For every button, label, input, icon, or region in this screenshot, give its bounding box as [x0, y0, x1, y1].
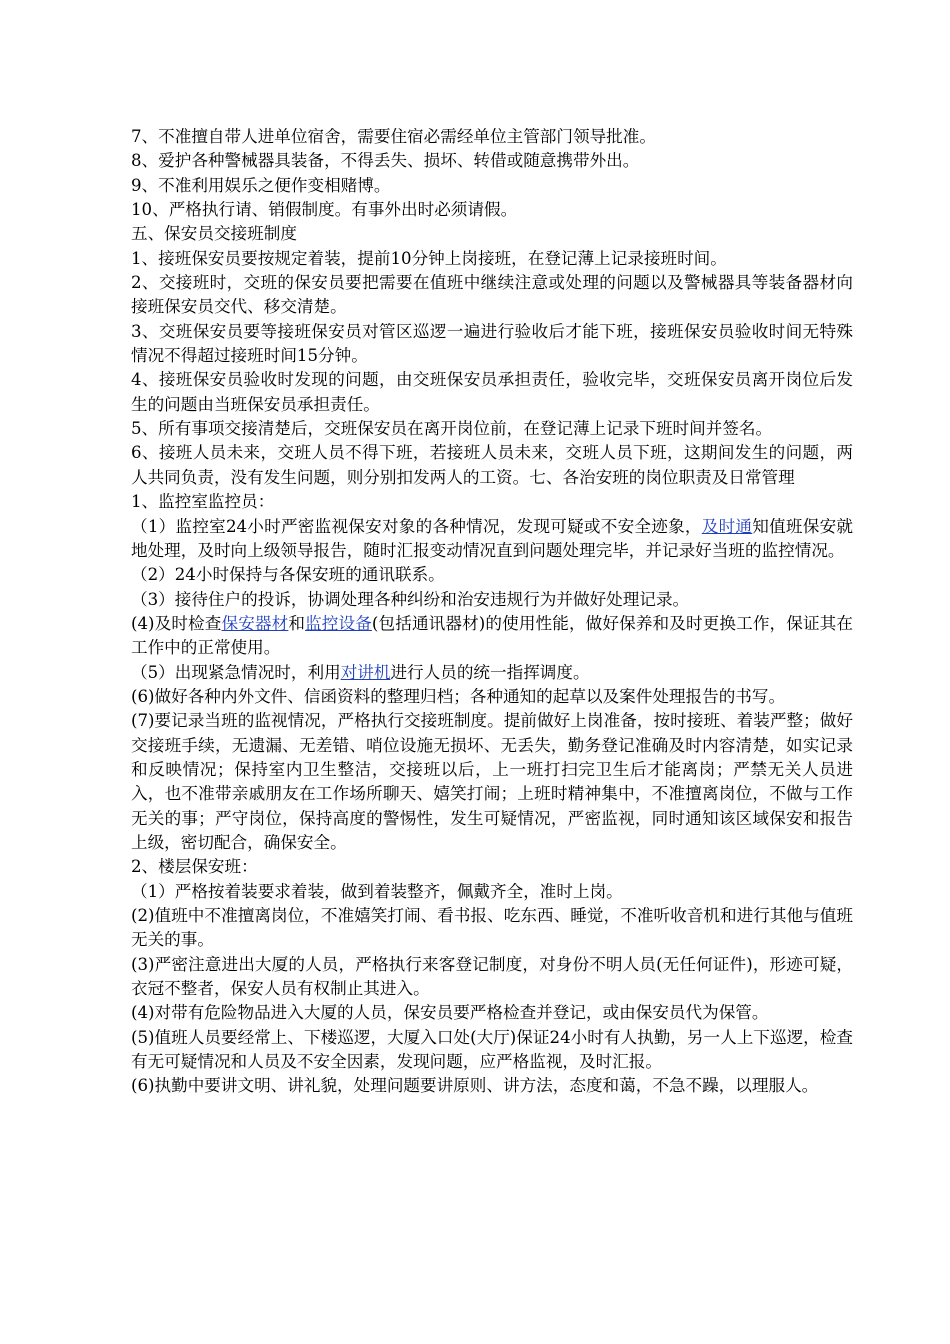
document-body	[131, 125, 853, 1099]
paragraph-text: 6、接班人员未来，交班人员不得下班，若接班人员未来，交班人员下班，这期间发生的问题，两人共同负责，没有发生问题，则分别扣发两人的工资。七、各治安班的岗位职责及日常管理	[131, 443, 853, 487]
paragraph	[131, 125, 853, 149]
paragraph	[131, 417, 853, 441]
paragraph	[131, 441, 853, 490]
paragraph-text: 2、交接班时，交班的保安员要把需要在值班中继续注意或处理的问题以及警械器具等装备器材向接班保安员交代、移交清楚。	[131, 273, 853, 317]
paragraph-text: （3）接待住户的投诉，协调处理各种纠纷和治安违规行为并做好处理记录。	[131, 589, 690, 609]
paragraph-text: 4、接班保安员验收时发现的问题，由交班保安员承担责任，验收完毕，交班保安员离开岗位后发生的问题由当班保安员承担责任。	[131, 370, 853, 414]
paragraph-text: 10、严格执行请、销假制度。有事外出时必须请假。	[131, 200, 518, 220]
paragraph-text: 1、监控室监控员：	[131, 492, 275, 512]
paragraph-text: 知值班保安就地处理，及时向上级领导报告，随时汇报变动情况直到问题处理完毕，并记录好当班的监控情况。	[131, 516, 854, 560]
inline-link[interactable]: 监控设备	[305, 613, 372, 633]
paragraph-text: (6)执勤中要讲文明、讲礼貌，处理问题要讲原则、讲方法，态度和蔼，不急不躁，以理服人。	[131, 1076, 819, 1096]
paragraph-text: 五、保安员交接班制度	[131, 224, 297, 244]
paragraph	[131, 515, 853, 564]
paragraph	[131, 222, 853, 246]
paragraph-text: (7)要记录当班的监视情况，严格执行交接班制度。提前做好上岗准备，按时接班、着装严整；做好交接班手续，无遗漏、无差错、哨位设施无损坏、无丢失，勤务登记准确及时内容清楚，如实记录和反映情况；保持室内卫生整洁，交接班以后，上一班打扫完卫生后才能离岗；严禁无关人员进入，也不准带亲戚朋友在工作场所聊天、嬉笑打闹；上班时精神集中，不准擅离岗位，不做与工作无关的事；严守岗位，保持高度的警惕性，发生可疑情况，严密监视，同时通知该区域保安和报告上级，密切配合，确保安全。	[131, 711, 853, 852]
paragraph	[131, 174, 853, 198]
inline-link[interactable]: 及时通	[701, 516, 753, 536]
paragraph-text: (4)对带有危险物品进入大厦的人员，保安员要严格检查并登记，或由保安员代为保管。	[131, 1003, 769, 1023]
paragraph-text: 8、爱护各种警械器具装备，不得丢失、损坏、转借或随意携带外出。	[131, 151, 640, 171]
paragraph	[131, 904, 853, 953]
paragraph	[131, 661, 853, 685]
paragraph-text: （1）监控室24小时严密监视保安对象的各种情况，发现可疑或不安全迹象，	[131, 516, 702, 536]
paragraph	[131, 247, 853, 271]
paragraph-text: (包括通讯器材)的使用性能，做好保养和及时更换工作，保证其在工作中的正常使用。	[131, 613, 853, 658]
paragraph	[131, 588, 853, 612]
paragraph-text: 3、交班保安员要等接班保安员对管区巡逻一遍进行验收后才能下班，接班保安员验收时间无特殊情况不得超过接班时间15分钟。	[131, 321, 853, 366]
paragraph	[131, 198, 853, 222]
paragraph	[131, 149, 853, 173]
paragraph-text: （2）24小时保持与各保安班的通讯联系。	[131, 565, 445, 585]
paragraph-text: (4)及时检查	[131, 613, 222, 633]
paragraph-text: (6)做好各种内外文件、信函资料的整理归档；各种通知的起草以及案件处理报告的书写。	[131, 686, 786, 706]
paragraph	[131, 1074, 853, 1098]
paragraph-text: 1、接班保安员要按规定着装，提前10分钟上岗接班，在登记薄上记录接班时间。	[131, 248, 727, 268]
paragraph-text: 7、不准擅自带人进单位宿舍，需要住宿必需经单位主管部门领导批准。	[131, 127, 656, 146]
paragraph	[131, 1026, 853, 1075]
paragraph-text: 9、不准利用娱乐之便作变相赌博。	[131, 175, 391, 195]
paragraph-text: 5、所有事项交接清楚后，交班保安员在离开岗位前，在登记薄上记录下班时间并签名。	[131, 419, 773, 439]
paragraph	[131, 490, 853, 514]
paragraph	[131, 612, 853, 661]
paragraph-text: （5）出现紧急情况时，利用	[131, 662, 341, 682]
paragraph	[131, 685, 853, 709]
paragraph-text: (2)值班中不准擅离岗位，不准嬉笑打闹、看书报、吃东西、睡觉，不准听收音机和进行其他与值班无关的事。	[131, 906, 853, 950]
paragraph	[131, 271, 853, 320]
paragraph	[131, 368, 853, 417]
inline-link[interactable]: 保安器材	[221, 613, 289, 633]
paragraph-text: （1）严格按着装要求着装，做到着装整齐，佩戴齐全，准时上岗。	[131, 881, 623, 901]
paragraph-text: 和	[288, 613, 306, 633]
paragraph-text: 进行人员的统一指挥调度。	[390, 662, 590, 682]
paragraph	[131, 709, 853, 855]
paragraph	[131, 563, 853, 587]
inline-link[interactable]: 对讲机	[340, 662, 391, 682]
paragraph	[131, 320, 853, 369]
paragraph-text: 2、楼层保安班：	[131, 857, 258, 877]
paragraph	[131, 953, 853, 1002]
paragraph	[131, 880, 853, 904]
paragraph-text: (3)严密注意进出大厦的人员，严格执行来客登记制度，对身份不明人员(无任何证件)，形迹可疑，衣冠不整者，保安人员有权制止其进入。	[131, 954, 853, 999]
paragraph-text: (5)值班人员要经常上、下楼巡逻，大厦入口处(大厅)保证24小时有人执勤，另一人上下巡逻，检查有无可疑情况和人员及不安全因素，发现问题，应严格监视，及时汇报。	[131, 1027, 853, 1072]
paragraph	[131, 855, 853, 879]
paragraph	[131, 1001, 853, 1025]
